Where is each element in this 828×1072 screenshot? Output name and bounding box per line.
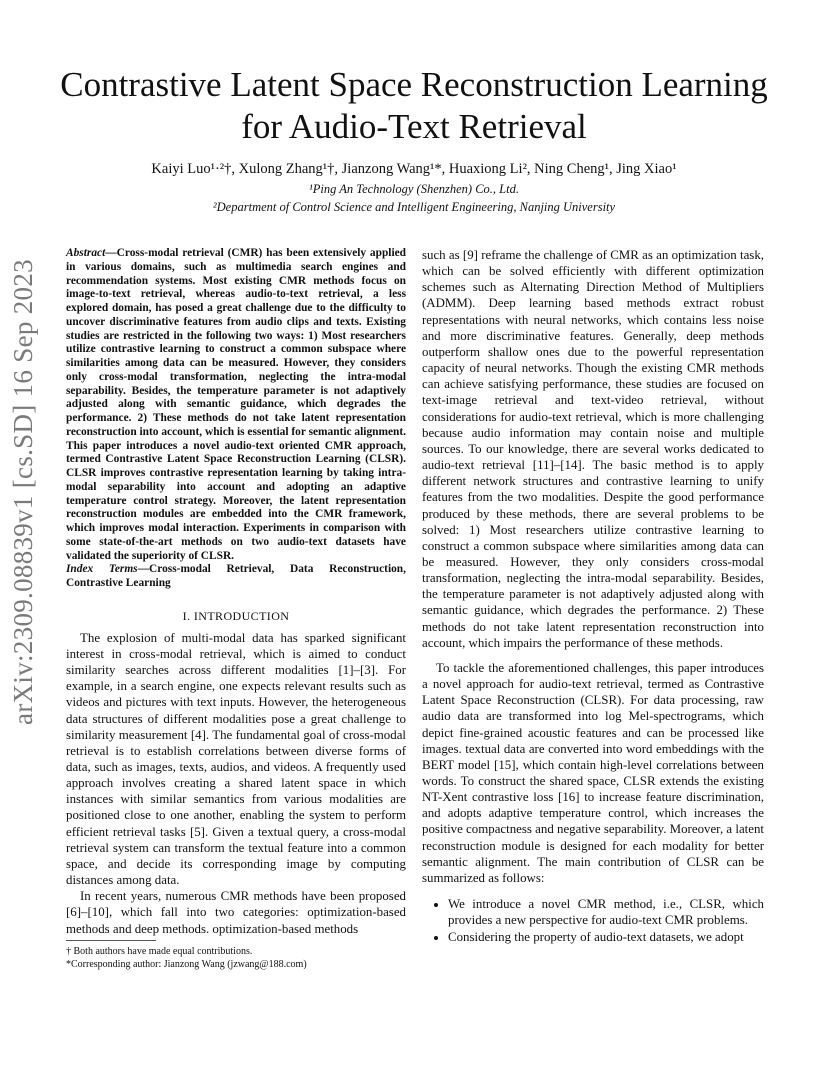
abstract-text: —Cross-modal retrieval (CMR) has been extensively applied in various domains, such as multimedia search engines and recommendation systems. Most existing CMR methods focus on image-to-text retrieval, whereas audio-to-text retrieval, a less explored domain, has posed a great challenge due to the difficulty to uncover discriminative features from audio clips and texts. Existing studies are restricted in the following two ways: 1) Most researchers utilize contrastive learning to construct a common subspace where similarities among data can be measured. However, they considers only cross-modal transformation, neglecting the intra-modal separability. Besides, the temperature parameter is not adaptively adjusted along with semantic guidance, which degrades the performance. 2) These methods do not take latent representation reconstruction into account, which is essential for semantic alignment. This paper introduces a novel audio-text oriented CMR approach, termed Contrastive Latent Space Reconstruction Learning (CLSR). CLSR improves contrastive representation learning by taking intra-modal separability into account and adopting an adaptive temperature control strategy. Moreover, the latent representation reconstruction modules are embedded into the CMR framework, which improves modal interaction. Experiments in comparison with some state-of-the-art methods on two audio-text datasets have validated the superiority of CLSR.	[66, 247, 407, 562]
index-terms	[66, 563, 406, 591]
paper-title	[60, 64, 768, 148]
abstract	[66, 247, 406, 563]
index-terms-text: —Cross-modal Retrieval, Data Reconstruction, Contrastive Learning	[66, 563, 406, 589]
section-heading-introduction: I. INTRODUCTION	[182, 608, 290, 623]
index-terms-label: Index Terms	[66, 563, 138, 576]
affiliation-2: ²Department of Control Science and Intelligent Engineering, Nanjing University	[212, 200, 616, 214]
contribution-list	[422, 896, 764, 945]
affiliation-1: ¹Ping An Technology (Shenzhen) Co., Ltd.	[309, 182, 519, 196]
footnote-equal-contribution: † Both authors have made equal contributions.	[66, 946, 253, 957]
footnote-rule	[66, 940, 156, 941]
intro-paragraph-2: In recent years, numerous CMR methods have been proposed [6]–[10], which fall into two categories: optimization-based methods and deep methods. optimization-based methods	[66, 889, 406, 936]
left-column	[66, 247, 406, 937]
footnote-corresponding-author: *Corresponding author: Jianzong Wang (jzwang@188.com)	[66, 958, 307, 970]
list-item: • Considering the property of audio-text datasets, we adopt	[448, 929, 764, 945]
intro-paragraph-1: The explosion of multi-modal data has sparked significant interest in cross-modal retrieval, which is aimed to conduct similarity searches across different modalities [1]–[3]. For example, in a search engine, one expects relevant results such as videos and pictures with text inputs. However, the heterogeneous data structures of different modalities pose a great challenge to similarity measurement [4]. The fundamental goal of cross-modal retrieval is to establish correlations between diverse forms of data, such as images, texts, audios, and videos. A frequently used approach involves creating a shared latent space in which instances with similar semantics from various modalities are positioned close to one another, enabling the system to perform efficient retrieval tasks [5]. Given a textual query, a cross-modal retrieval system can transform the textual feature into a common space, and decide its corresponding image by computing distances among data.	[66, 630, 406, 888]
right-column	[422, 247, 764, 947]
title-line-2: for Audio-Text Retrieval	[241, 107, 587, 146]
intro-paragraph-4: To tackle the aforementioned challenges, this paper introduces a novel approach for audio-text retrieval, termed as Contrastive Latent Space Reconstruction (CLSR). For data processing, raw audio data are transformed into log Mel-spectrograms, which depict fine-grained acoustic features and can be processed like images. textual data are converted into word embeddings with the BERT model [15], which contain high-level correlations between words. To construct the shared space, CLSR extends the existing NT-Xent contrastive loss [16] to increase feature discrimination, and adopts adaptive temperature control, which increases the positive compactness and negative separability. Moreover, a latent reconstruction module is designed for each modality for better semantic alignment. The main contribution of CLSR can be summarized as follows:	[422, 660, 764, 885]
footnotes	[66, 946, 406, 971]
arxiv-side-stamp: arXiv:2309.08839v1 [cs.SD] 16 Sep 2023	[8, 259, 38, 725]
intro-paragraph-3: such as [9] reframe the challenge of CMR as an optimization task, which can be solved efficiently with different optimization schemes such as Alternating Direction Method of Multipliers (ADMM). Deep learning based methods extract robust representations with neural networks, which contains less noise and more discriminative features. Generally, deep methods outperform shallow ones due to the powerful representation capacity of neural networks. Though the existing CMR methods can achieve satisfying performance, these studies are focused on text-image retrieval and text-video retrieval, without considerations for audio-text retrieval, which is more challenging because audio information may contain noise and multiple sources. To our knowledge, there are several works dedicated to audio-text retrieval [11]–[14]. The basic method is to apply different network structures and contrastive learning to unify features from the two modalities. Despite the good performance produced by these methods, there are several problems to be solved: 1) Most researchers utilize contrastive learning to construct a common subspace where similarities among data can be measured. However, they only considers cross-modal transformation, neglecting the intra-modal separability. Besides, the temperature parameter is not adaptively adjusted along with semantic guidance, which degrades the performance. 2) These methods do not take latent representation reconstruction into account, which impairs the performance of these methods.	[422, 248, 764, 650]
author-list: Kaiyi Luo¹·²†, Xulong Zhang¹†, Jianzong Wang¹*, Huaxiong Li², Ning Cheng¹, Jing Xiao¹	[151, 161, 677, 177]
list-item: • We introduce a novel CMR method, i.e., CLSR, which provides a new perspective for audio-text CMR problems.	[448, 896, 764, 928]
abstract-label: Abstract	[66, 247, 106, 259]
title-line-1: Contrastive Latent Space Reconstruction Learning	[60, 65, 768, 104]
